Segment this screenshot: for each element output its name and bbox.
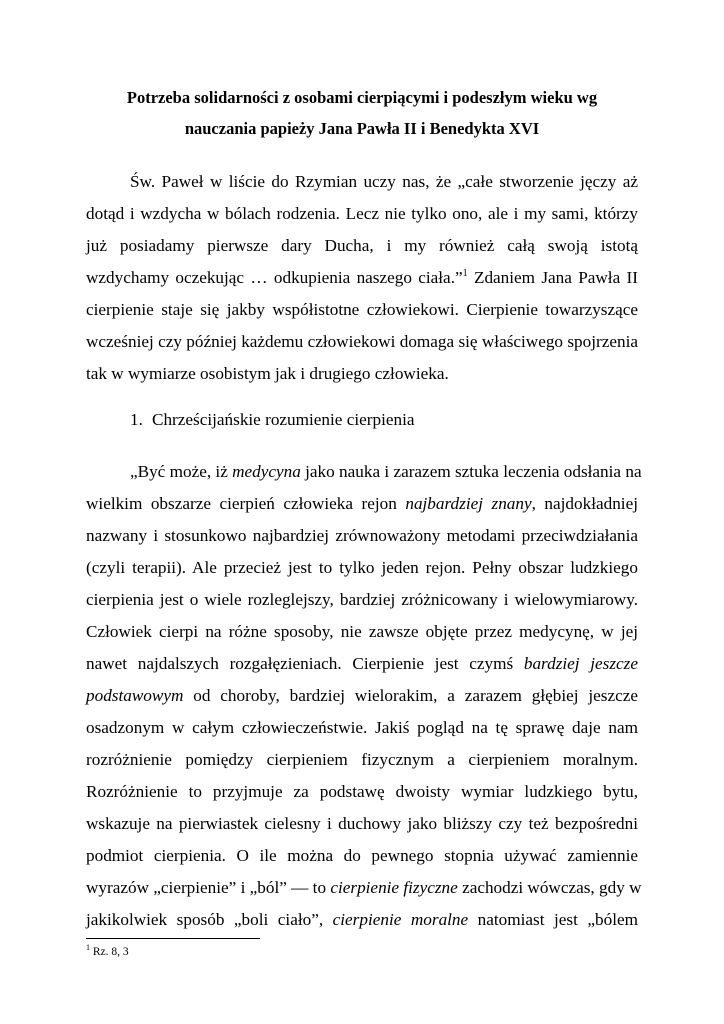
quote-text: zachodzi wówczas, gdy w xyxy=(457,878,642,897)
quote-text: wielkim obszarze cierpień człowieka rejon xyxy=(86,494,406,513)
intro-text: Zdaniem Jana Pawła II xyxy=(467,268,638,287)
quote-emphasis: podstawowym xyxy=(86,686,184,705)
quote-line xyxy=(86,655,638,673)
quote-line: Człowiek cierpi na różne sposoby, nie zawsze objęte przez medycynę, w jej xyxy=(86,622,638,641)
quote-emphasis: medycyna xyxy=(232,462,301,481)
footnote-reference: 1 xyxy=(462,268,468,279)
document-title-line-2: nauczania papieży Jana Pawła II i Benedykta XVI xyxy=(184,119,540,138)
quote-text: jako nauka i zarazem sztuka leczenia odsłania na xyxy=(300,462,642,481)
quote-line xyxy=(86,495,638,513)
section-number: 1. xyxy=(130,410,143,429)
document-title-line-1: Potrzeba solidarności z osobami cierpiącymi i podeszłym wieku wg xyxy=(126,88,598,107)
quote-text: „Być może, iż xyxy=(130,462,233,481)
intro-line: tak w wymiarze osobistym jak i drugiego człowieka. xyxy=(86,364,449,383)
quote-text: wyrazów „cierpienie” i „ból” — to xyxy=(86,878,331,897)
footnote-mark: 1 xyxy=(86,943,90,952)
quote-line: wskazuje na pierwiastek cielesny i duchowy jako bliższy czy też bezpośredni xyxy=(86,814,638,833)
quote-line xyxy=(86,687,638,705)
intro-line xyxy=(86,269,638,287)
quote-emphasis: cierpienie fizyczne xyxy=(330,878,458,897)
quote-line: osadzonym w całym człowieczeństwie. Jakiś pogląd na tę sprawę daje nam xyxy=(86,718,638,737)
intro-line: już posiadamy pierwsze dary Ducha, i my również całą swoją istotą xyxy=(86,236,638,255)
footnote-separator xyxy=(86,938,260,939)
quote-line xyxy=(86,878,642,897)
quote-line: podmiot cierpienia. O ile można do pewnego stopnia używać zamiennie xyxy=(86,846,638,865)
quote-text: od choroby, bardziej wielorakim, a zarazem głębiej jeszcze xyxy=(183,686,638,705)
quote-emphasis: bardziej jeszcze xyxy=(523,654,638,673)
quote-text: nawet najdalszych rozgałęzieniach. Cierpienie jest czymś xyxy=(86,654,524,673)
quote-line: nazwany i stosunkowo najbardziej zrównoważony metodami przeciwdziałania xyxy=(86,526,638,545)
intro-line: dotąd i wzdycha w bólach rodzenia. Lecz nie tylko ono, ale i my sami, którzy xyxy=(86,204,638,223)
quote-line: (czyli terapii). Ale przecież jest to tylko jeden rejon. Pełny obszar ludzkiego xyxy=(86,558,638,577)
quote-line: Rozróżnienie to przyjmuje za podstawę dwoisty wymiar ludzkiego bytu, xyxy=(86,782,638,801)
quote-text: jakikolwiek sposób „boli ciało”, xyxy=(86,910,333,929)
footnote-text: Rz. 8, 3 xyxy=(90,946,129,958)
quote-line xyxy=(86,911,638,929)
footnote xyxy=(86,945,129,959)
intro-line: Św. Paweł w liście do Rzymian uczy nas, że „całe stworzenie jęczy aż xyxy=(130,172,638,191)
quote-line: rozróżnienie pomiędzy cierpieniem fizycznym a cierpieniem moralnym. xyxy=(86,750,638,769)
section-title: Chrześcijańskie rozumienie cierpienia xyxy=(152,410,415,429)
quote-line xyxy=(130,462,642,481)
quote-line: cierpienia jest o wiele rozleglejszy, bardziej zróżnicowany i wielowymiarowy. xyxy=(86,590,638,609)
quote-emphasis: cierpienie moralne xyxy=(332,910,469,929)
quote-text: , najdokładniej xyxy=(531,494,638,513)
intro-line: wcześniej czy później każdemu człowiekowi domaga się właściwego spojrzenia xyxy=(86,332,638,351)
intro-line: cierpienie staje się jakby współistotne człowiekowi. Cierpienie towarzyszące xyxy=(86,300,638,319)
intro-text: wzdychamy oczekując … odkupienia naszego ciała.” xyxy=(86,268,463,287)
quote-emphasis: najbardziej znany xyxy=(405,494,532,513)
section-heading xyxy=(130,411,414,429)
quote-text: natomiast jest „bólem xyxy=(468,910,638,929)
